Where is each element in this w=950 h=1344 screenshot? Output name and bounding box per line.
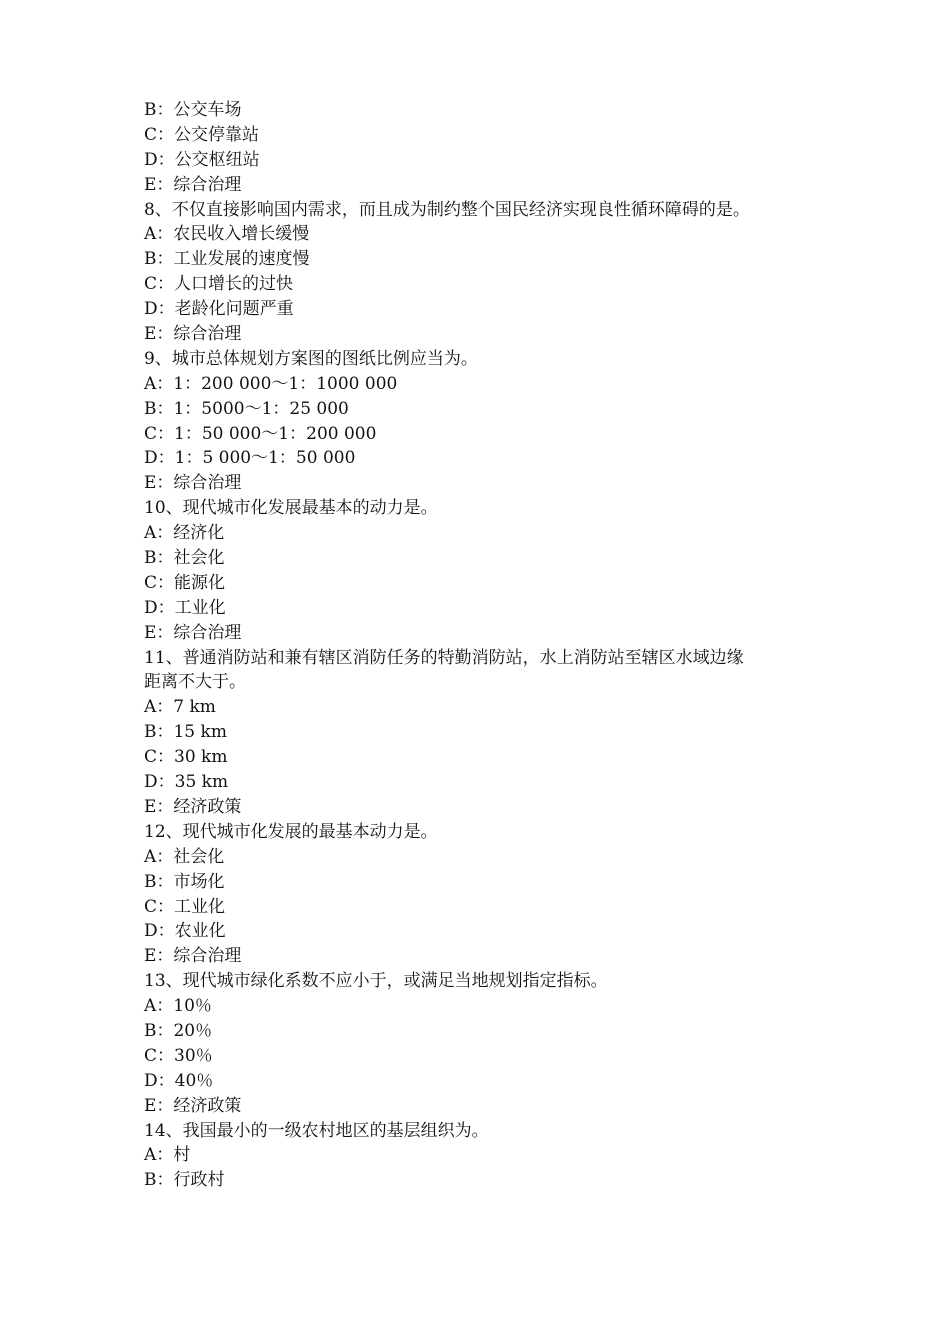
- option-line: C：1：50 000～1：200 000: [144, 423, 377, 444]
- option-line: B：市场化: [144, 871, 225, 892]
- option-line: A：农民收入增长缓慢: [144, 224, 310, 245]
- option-line: D：农业化: [144, 921, 226, 942]
- option-line: E：经济政策: [144, 1095, 242, 1116]
- option-line: B：行政村: [144, 1170, 225, 1191]
- question-line: 8、不仅直接影响国内需求，而且成为制约整个国民经济实现良性循环障碍的是。: [144, 199, 750, 220]
- question-line: 14、我国最小的一级农村地区的基层组织为。: [144, 1120, 489, 1141]
- question-line: 11、普通消防站和兼有辖区消防任务的特勤消防站，水上消防站至辖区水域边缘: [144, 647, 744, 668]
- option-line: B：工业发展的速度慢: [144, 249, 310, 270]
- option-line: B：社会化: [144, 548, 225, 569]
- option-line: C：工业化: [144, 896, 226, 917]
- question-line: 13、现代城市绿化系数不应小于，或满足当地规划指定指标。: [144, 971, 608, 992]
- option-line: E：综合治理: [144, 946, 242, 967]
- option-line: C：30 km: [144, 747, 228, 768]
- option-line: A：社会化: [144, 846, 225, 867]
- option-line: D：公交枢纽站: [144, 149, 260, 170]
- option-line: C：能源化: [144, 572, 226, 593]
- option-line: D：工业化: [144, 597, 226, 618]
- option-line: A：经济化: [144, 523, 225, 544]
- option-line: C：公交停靠站: [144, 124, 260, 145]
- option-line: C：人口增长的过快: [144, 274, 294, 295]
- option-line: E：综合治理: [144, 324, 242, 345]
- option-line: E：综合治理: [144, 622, 242, 643]
- option-line: E：经济政策: [144, 796, 242, 817]
- question-line: 9、城市总体规划方案图的图纸比例应当为。: [144, 348, 478, 369]
- option-line: D：35 km: [144, 772, 229, 793]
- option-line: B：15 km: [144, 722, 227, 743]
- option-line: A：1：200 000～1：1000 000: [144, 373, 398, 394]
- option-line: D：40％: [144, 1070, 214, 1091]
- option-line: B：20％: [144, 1020, 213, 1041]
- option-line: D：1：5 000～1：50 000: [144, 448, 356, 469]
- question-line: 距离不大于。: [144, 672, 246, 693]
- option-line: B：公交车场: [144, 100, 242, 120]
- option-line: B：1：5000～1：25 000: [144, 398, 349, 419]
- option-line: A：7 km: [144, 697, 216, 718]
- option-line: C：30％: [144, 1045, 213, 1066]
- option-line: E：综合治理: [144, 473, 242, 494]
- option-line: E：综合治理: [144, 174, 242, 195]
- document-page: [144, 98, 824, 1193]
- option-line: A：村: [144, 1145, 191, 1166]
- question-line: 12、现代城市化发展的最基本动力是。: [144, 821, 438, 842]
- option-line: A：10％: [144, 996, 212, 1017]
- option-line: D：老龄化问题严重: [144, 299, 294, 320]
- question-line: 10、现代城市化发展最基本的动力是。: [144, 498, 438, 519]
